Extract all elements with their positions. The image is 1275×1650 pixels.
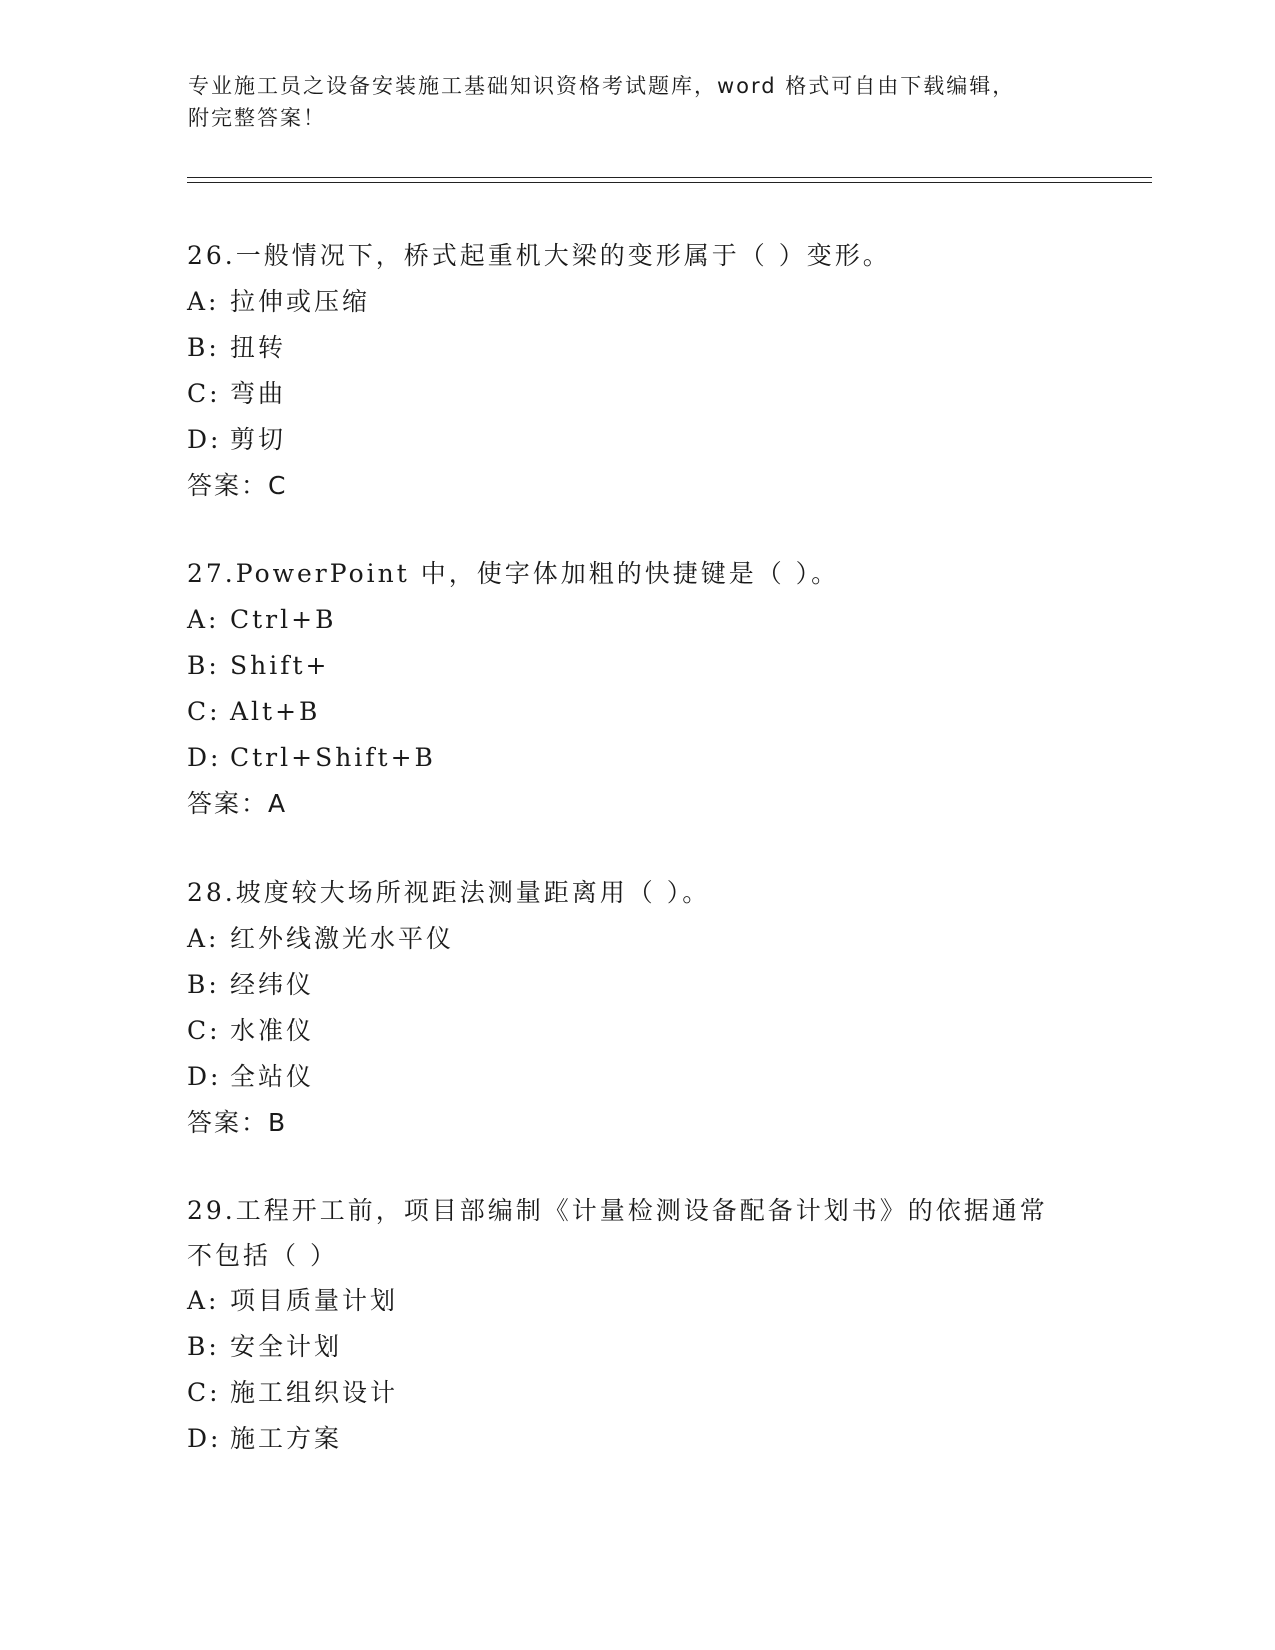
option-key: A: <box>187 1286 220 1315</box>
header-line-1: 专业施工员之设备安装施工基础知识资格考试题库，word 格式可自由下载编辑， <box>188 74 1016 98</box>
option-text: 红外线激光水平仪 <box>230 924 455 953</box>
option-text: 安全计划 <box>230 1332 343 1361</box>
answer-line: 答案：C <box>187 471 288 500</box>
option-a <box>187 1278 1107 1324</box>
option-text: 项目质量计划 <box>230 1286 399 1315</box>
question-text: 29.工程开工前，项目部编制《计量检测设备配备计划书》的依据通常不包括（ ） <box>187 1196 1048 1270</box>
option-key: B: <box>187 651 220 680</box>
option-key: C: <box>187 1378 221 1407</box>
answer-line: 答案：B <box>187 1108 288 1137</box>
option-key: B: <box>187 1332 220 1361</box>
question-text: 26.一般情况下，桥式起重机大梁的变形属于（ ）变形。 <box>187 241 891 270</box>
document-header <box>188 70 1088 134</box>
answer-line: 答案：A <box>187 789 288 818</box>
option-c <box>187 1008 1107 1054</box>
option-key: A: <box>187 605 220 634</box>
option-text: Alt+B <box>230 697 321 726</box>
option-key: A: <box>187 924 220 953</box>
option-d <box>187 735 1107 781</box>
option-a <box>187 279 1107 325</box>
option-text: 水准仪 <box>230 1016 315 1045</box>
option-text: 施工方案 <box>230 1424 343 1453</box>
option-key: C: <box>187 1016 221 1045</box>
option-d <box>187 1054 1107 1100</box>
option-b <box>187 962 1107 1008</box>
header-divider-bottom <box>187 182 1152 183</box>
option-c <box>187 1370 1107 1416</box>
option-text: 弯曲 <box>230 379 287 408</box>
option-key: B: <box>187 333 220 362</box>
option-c <box>187 689 1107 735</box>
option-text: 剪切 <box>230 425 287 454</box>
option-d <box>187 417 1107 463</box>
option-text: 施工组织设计 <box>230 1378 399 1407</box>
header-line-2: 附完整答案！ <box>188 106 326 130</box>
option-b <box>187 643 1107 689</box>
option-key: D: <box>187 743 222 772</box>
question-29 <box>187 1188 1107 1462</box>
option-text: 全站仪 <box>230 1062 315 1091</box>
question-27 <box>187 551 1107 827</box>
question-text: 28.坡度较大场所视距法测量距离用（ ）。 <box>187 878 711 907</box>
option-text: Ctrl+B <box>230 605 337 634</box>
option-b <box>187 1324 1107 1370</box>
question-28 <box>187 870 1107 1146</box>
option-key: C: <box>187 379 221 408</box>
option-text: 经纬仪 <box>230 970 315 999</box>
option-key: C: <box>187 697 221 726</box>
option-key: D: <box>187 1424 222 1453</box>
option-key: D: <box>187 1062 222 1091</box>
option-a <box>187 597 1107 643</box>
option-text: 拉伸或压缩 <box>230 287 371 316</box>
option-d <box>187 1416 1107 1462</box>
option-c <box>187 371 1107 417</box>
option-text: Ctrl+Shift+B <box>230 743 436 772</box>
header-divider-top <box>187 177 1152 178</box>
option-text: 扭转 <box>230 333 287 362</box>
question-26 <box>187 233 1107 509</box>
option-b <box>187 325 1107 371</box>
option-key: A: <box>187 287 220 316</box>
option-key: D: <box>187 425 222 454</box>
option-a <box>187 916 1107 962</box>
question-text: 27.PowerPoint 中，使字体加粗的快捷键是（ ）。 <box>187 559 840 588</box>
option-text: Shift+ <box>230 651 330 680</box>
option-key: B: <box>187 970 220 999</box>
